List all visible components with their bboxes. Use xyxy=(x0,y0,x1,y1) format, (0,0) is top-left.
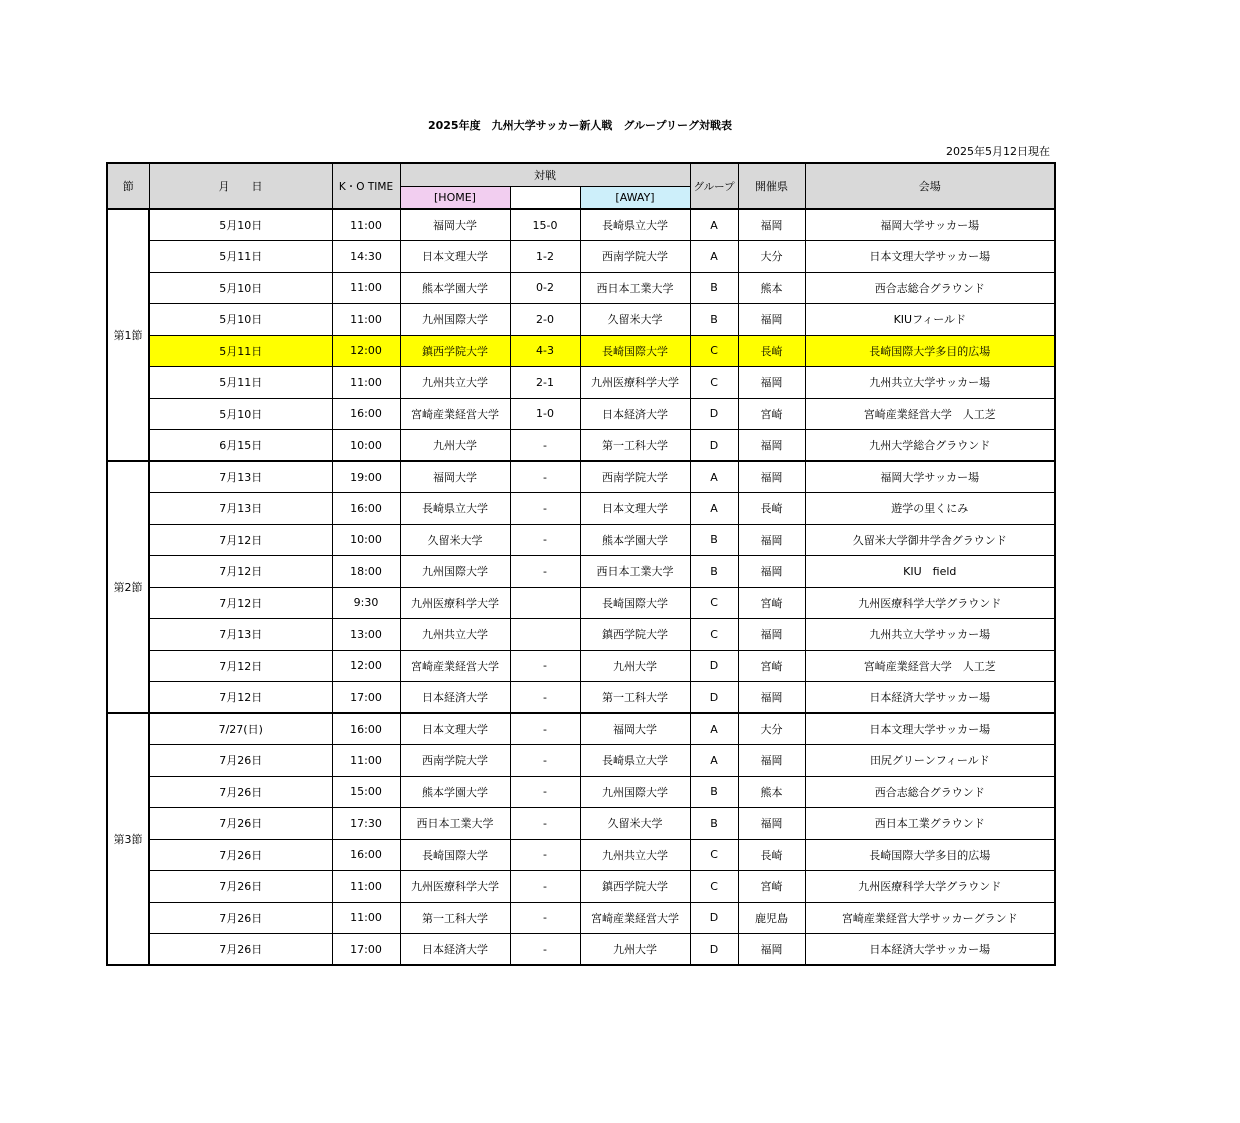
match-date: 7月12日 xyxy=(149,650,332,682)
match-row xyxy=(107,871,1055,903)
match-score xyxy=(510,619,580,651)
header-setsu: 節 xyxy=(107,163,149,209)
match-date: 7月12日 xyxy=(149,682,332,714)
kickoff-time: 11:00 xyxy=(332,367,400,399)
group-letter: D xyxy=(690,398,738,430)
home-team: 鎮西学院大学 xyxy=(400,335,510,367)
home-team: 福岡大学 xyxy=(400,461,510,493)
group-letter: C xyxy=(690,839,738,871)
match-row xyxy=(107,209,1055,241)
match-date: 7月26日 xyxy=(149,934,332,966)
match-date: 5月10日 xyxy=(149,398,332,430)
group-letter: C xyxy=(690,587,738,619)
group-letter: D xyxy=(690,430,738,462)
match-date: 7月26日 xyxy=(149,776,332,808)
venue-name: 長崎国際大学多目的広場 xyxy=(805,335,1055,367)
match-score: - xyxy=(510,524,580,556)
header-venue: 会場 xyxy=(805,163,1055,209)
host-prefecture: 福岡 xyxy=(738,808,805,840)
venue-name: 九州共立大学サッカー場 xyxy=(805,367,1055,399)
group-letter: B xyxy=(690,304,738,336)
match-date: 7月26日 xyxy=(149,745,332,777)
venue-name: 日本文理大学サッカー場 xyxy=(805,713,1055,745)
away-team: 九州国際大学 xyxy=(580,776,690,808)
match-date: 7月26日 xyxy=(149,902,332,934)
schedule-table xyxy=(106,162,1056,966)
group-letter: C xyxy=(690,871,738,903)
match-date: 7/27(日) xyxy=(149,713,332,745)
match-score: - xyxy=(510,461,580,493)
kickoff-time: 16:00 xyxy=(332,839,400,871)
kickoff-time: 13:00 xyxy=(332,619,400,651)
group-letter: D xyxy=(690,682,738,714)
match-date: 5月11日 xyxy=(149,335,332,367)
host-prefecture: 宮崎 xyxy=(738,587,805,619)
match-score: - xyxy=(510,934,580,966)
home-team: 西日本工業大学 xyxy=(400,808,510,840)
match-score: - xyxy=(510,808,580,840)
group-letter: A xyxy=(690,461,738,493)
kickoff-time: 9:30 xyxy=(332,587,400,619)
match-row xyxy=(107,524,1055,556)
kickoff-time: 15:00 xyxy=(332,776,400,808)
home-team: 熊本学園大学 xyxy=(400,776,510,808)
home-team: 九州国際大学 xyxy=(400,556,510,588)
host-prefecture: 福岡 xyxy=(738,209,805,241)
match-score: - xyxy=(510,682,580,714)
as-of-date: 2025年5月12日現在 xyxy=(946,145,1050,158)
match-date: 7月26日 xyxy=(149,871,332,903)
match-row xyxy=(107,430,1055,462)
match-row xyxy=(107,902,1055,934)
venue-name: 西合志総合グラウンド xyxy=(805,272,1055,304)
kickoff-time: 16:00 xyxy=(332,713,400,745)
away-team: 西日本工業大学 xyxy=(580,556,690,588)
host-prefecture: 長崎 xyxy=(738,335,805,367)
home-team: 宮崎産業経営大学 xyxy=(400,650,510,682)
group-letter: C xyxy=(690,619,738,651)
group-letter: B xyxy=(690,776,738,808)
match-row xyxy=(107,839,1055,871)
group-letter: C xyxy=(690,335,738,367)
away-team: 西南学院大学 xyxy=(580,241,690,273)
venue-name: 福岡大学サッカー場 xyxy=(805,209,1055,241)
kickoff-time: 10:00 xyxy=(332,430,400,462)
kickoff-time: 19:00 xyxy=(332,461,400,493)
match-date: 7月13日 xyxy=(149,619,332,651)
match-score: - xyxy=(510,493,580,525)
away-team: 長崎県立大学 xyxy=(580,745,690,777)
away-team: 福岡大学 xyxy=(580,713,690,745)
venue-name: 宮崎産業経営大学サッカーグランド xyxy=(805,902,1055,934)
venue-name: KIU field xyxy=(805,556,1055,588)
match-date: 5月10日 xyxy=(149,209,332,241)
host-prefecture: 宮崎 xyxy=(738,398,805,430)
match-row xyxy=(107,556,1055,588)
match-row xyxy=(107,398,1055,430)
group-letter: B xyxy=(690,272,738,304)
home-team: 九州大学 xyxy=(400,430,510,462)
venue-name: 西合志総合グラウンド xyxy=(805,776,1055,808)
away-team: 久留米大学 xyxy=(580,304,690,336)
venue-name: 日本文理大学サッカー場 xyxy=(805,241,1055,273)
match-row xyxy=(107,745,1055,777)
host-prefecture: 福岡 xyxy=(738,619,805,651)
match-score xyxy=(510,587,580,619)
header-ko-time: K・O TIME xyxy=(332,163,400,209)
match-score: - xyxy=(510,745,580,777)
home-team: 日本文理大学 xyxy=(400,713,510,745)
match-date: 7月26日 xyxy=(149,839,332,871)
away-team: 第一工科大学 xyxy=(580,430,690,462)
round-label: 第1節 xyxy=(107,209,149,461)
group-letter: D xyxy=(690,650,738,682)
match-row xyxy=(107,682,1055,714)
home-team: 日本経済大学 xyxy=(400,682,510,714)
venue-name: 日本経済大学サッカー場 xyxy=(805,934,1055,966)
home-team: 九州医療科学大学 xyxy=(400,587,510,619)
home-team: 九州医療科学大学 xyxy=(400,871,510,903)
home-team: 熊本学園大学 xyxy=(400,272,510,304)
group-letter: A xyxy=(690,209,738,241)
match-row xyxy=(107,808,1055,840)
match-score: - xyxy=(510,650,580,682)
match-date: 6月15日 xyxy=(149,430,332,462)
group-letter: A xyxy=(690,713,738,745)
match-score: 0-2 xyxy=(510,272,580,304)
match-row xyxy=(107,587,1055,619)
away-team: 長崎国際大学 xyxy=(580,587,690,619)
away-team: 九州医療科学大学 xyxy=(580,367,690,399)
match-date: 5月10日 xyxy=(149,304,332,336)
home-team: 久留米大学 xyxy=(400,524,510,556)
match-row xyxy=(107,934,1055,966)
match-row xyxy=(107,367,1055,399)
kickoff-time: 10:00 xyxy=(332,524,400,556)
header-match: 対戦 xyxy=(400,163,690,186)
round-label: 第3節 xyxy=(107,713,149,965)
away-team: 長崎国際大学 xyxy=(580,335,690,367)
home-team: 九州共立大学 xyxy=(400,619,510,651)
kickoff-time: 12:00 xyxy=(332,335,400,367)
header-pref: 開催県 xyxy=(738,163,805,209)
away-team: 九州共立大学 xyxy=(580,839,690,871)
home-team: 第一工科大学 xyxy=(400,902,510,934)
match-score: 2-0 xyxy=(510,304,580,336)
match-date: 7月26日 xyxy=(149,808,332,840)
away-team: 熊本学園大学 xyxy=(580,524,690,556)
match-date: 5月11日 xyxy=(149,241,332,273)
match-row xyxy=(107,335,1055,367)
host-prefecture: 宮崎 xyxy=(738,650,805,682)
match-score: - xyxy=(510,776,580,808)
header-home: [HOME] xyxy=(400,186,510,209)
host-prefecture: 福岡 xyxy=(738,524,805,556)
group-letter: B xyxy=(690,556,738,588)
match-date: 7月13日 xyxy=(149,493,332,525)
home-team: 西南学院大学 xyxy=(400,745,510,777)
header-score-blank xyxy=(510,186,580,209)
away-team: 鎮西学院大学 xyxy=(580,619,690,651)
match-row xyxy=(107,272,1055,304)
kickoff-time: 11:00 xyxy=(332,209,400,241)
host-prefecture: 鹿児島 xyxy=(738,902,805,934)
match-score: - xyxy=(510,839,580,871)
kickoff-time: 11:00 xyxy=(332,902,400,934)
kickoff-time: 11:00 xyxy=(332,871,400,903)
group-letter: D xyxy=(690,934,738,966)
venue-name: 宮崎産業経営大学 人工芝 xyxy=(805,398,1055,430)
match-score: - xyxy=(510,871,580,903)
match-score: 15-0 xyxy=(510,209,580,241)
kickoff-time: 11:00 xyxy=(332,745,400,777)
away-team: 鎮西学院大学 xyxy=(580,871,690,903)
host-prefecture: 福岡 xyxy=(738,461,805,493)
match-score: 4-3 xyxy=(510,335,580,367)
host-prefecture: 福岡 xyxy=(738,745,805,777)
away-team: 日本経済大学 xyxy=(580,398,690,430)
kickoff-time: 17:30 xyxy=(332,808,400,840)
page-title: 2025年度 九州大学サッカー新人戦 グループリーグ対戦表 xyxy=(427,119,733,132)
kickoff-time: 16:00 xyxy=(332,398,400,430)
host-prefecture: 福岡 xyxy=(738,430,805,462)
host-prefecture: 福岡 xyxy=(738,682,805,714)
venue-name: 九州医療科学大学グラウンド xyxy=(805,871,1055,903)
venue-name: 九州医療科学大学グラウンド xyxy=(805,587,1055,619)
home-team: 福岡大学 xyxy=(400,209,510,241)
host-prefecture: 福岡 xyxy=(738,934,805,966)
home-team: 日本経済大学 xyxy=(400,934,510,966)
match-score: - xyxy=(510,902,580,934)
venue-name: 久留米大学御井学舎グラウンド xyxy=(805,524,1055,556)
match-score: - xyxy=(510,556,580,588)
group-letter: A xyxy=(690,493,738,525)
match-row xyxy=(107,241,1055,273)
match-date: 5月11日 xyxy=(149,367,332,399)
host-prefecture: 長崎 xyxy=(738,493,805,525)
host-prefecture: 長崎 xyxy=(738,839,805,871)
venue-name: 福岡大学サッカー場 xyxy=(805,461,1055,493)
match-score: - xyxy=(510,713,580,745)
home-team: 九州国際大学 xyxy=(400,304,510,336)
venue-name: 宮崎産業経営大学 人工芝 xyxy=(805,650,1055,682)
kickoff-time: 12:00 xyxy=(332,650,400,682)
away-team: 西日本工業大学 xyxy=(580,272,690,304)
host-prefecture: 熊本 xyxy=(738,776,805,808)
host-prefecture: 熊本 xyxy=(738,272,805,304)
venue-name: 田尻グリーンフィールド xyxy=(805,745,1055,777)
host-prefecture: 宮崎 xyxy=(738,871,805,903)
match-date: 7月12日 xyxy=(149,524,332,556)
host-prefecture: 福岡 xyxy=(738,304,805,336)
home-team: 日本文理大学 xyxy=(400,241,510,273)
home-team: 長崎県立大学 xyxy=(400,493,510,525)
away-team: 長崎県立大学 xyxy=(580,209,690,241)
match-row xyxy=(107,493,1055,525)
match-date: 5月10日 xyxy=(149,272,332,304)
away-team: 第一工科大学 xyxy=(580,682,690,714)
round-label: 第2節 xyxy=(107,461,149,713)
host-prefecture: 大分 xyxy=(738,241,805,273)
home-team: 長崎国際大学 xyxy=(400,839,510,871)
away-team: 宮崎産業経営大学 xyxy=(580,902,690,934)
group-letter: B xyxy=(690,808,738,840)
group-letter: A xyxy=(690,241,738,273)
kickoff-time: 18:00 xyxy=(332,556,400,588)
match-row xyxy=(107,304,1055,336)
venue-name: 九州大学総合グラウンド xyxy=(805,430,1055,462)
home-team: 宮崎産業経営大学 xyxy=(400,398,510,430)
kickoff-time: 14:30 xyxy=(332,241,400,273)
match-score: 2-1 xyxy=(510,367,580,399)
away-team: 日本文理大学 xyxy=(580,493,690,525)
venue-name: 西日本工業グラウンド xyxy=(805,808,1055,840)
venue-name: KIUフィールド xyxy=(805,304,1055,336)
match-date: 7月12日 xyxy=(149,587,332,619)
kickoff-time: 16:00 xyxy=(332,493,400,525)
match-score: 1-2 xyxy=(510,241,580,273)
match-date: 7月12日 xyxy=(149,556,332,588)
group-letter: C xyxy=(690,367,738,399)
host-prefecture: 福岡 xyxy=(738,556,805,588)
home-team: 九州共立大学 xyxy=(400,367,510,399)
venue-name: 長崎国際大学多目的広場 xyxy=(805,839,1055,871)
host-prefecture: 福岡 xyxy=(738,367,805,399)
header-away: [AWAY] xyxy=(580,186,690,209)
group-letter: D xyxy=(690,902,738,934)
kickoff-time: 17:00 xyxy=(332,934,400,966)
group-letter: B xyxy=(690,524,738,556)
match-date: 7月13日 xyxy=(149,461,332,493)
match-score: 1-0 xyxy=(510,398,580,430)
away-team: 久留米大学 xyxy=(580,808,690,840)
match-score: - xyxy=(510,430,580,462)
group-letter: A xyxy=(690,745,738,777)
match-row xyxy=(107,713,1055,745)
kickoff-time: 17:00 xyxy=(332,682,400,714)
match-row xyxy=(107,650,1055,682)
match-row xyxy=(107,619,1055,651)
venue-name: 九州共立大学サッカー場 xyxy=(805,619,1055,651)
away-team: 九州大学 xyxy=(580,934,690,966)
header-date: 月 日 xyxy=(149,163,332,209)
away-team: 西南学院大学 xyxy=(580,461,690,493)
match-row xyxy=(107,461,1055,493)
away-team: 九州大学 xyxy=(580,650,690,682)
kickoff-time: 11:00 xyxy=(332,304,400,336)
header-group: グループ xyxy=(690,163,738,209)
host-prefecture: 大分 xyxy=(738,713,805,745)
schedule-body xyxy=(107,209,1055,965)
match-row xyxy=(107,776,1055,808)
kickoff-time: 11:00 xyxy=(332,272,400,304)
venue-name: 日本経済大学サッカー場 xyxy=(805,682,1055,714)
venue-name: 遊学の里くにみ xyxy=(805,493,1055,525)
